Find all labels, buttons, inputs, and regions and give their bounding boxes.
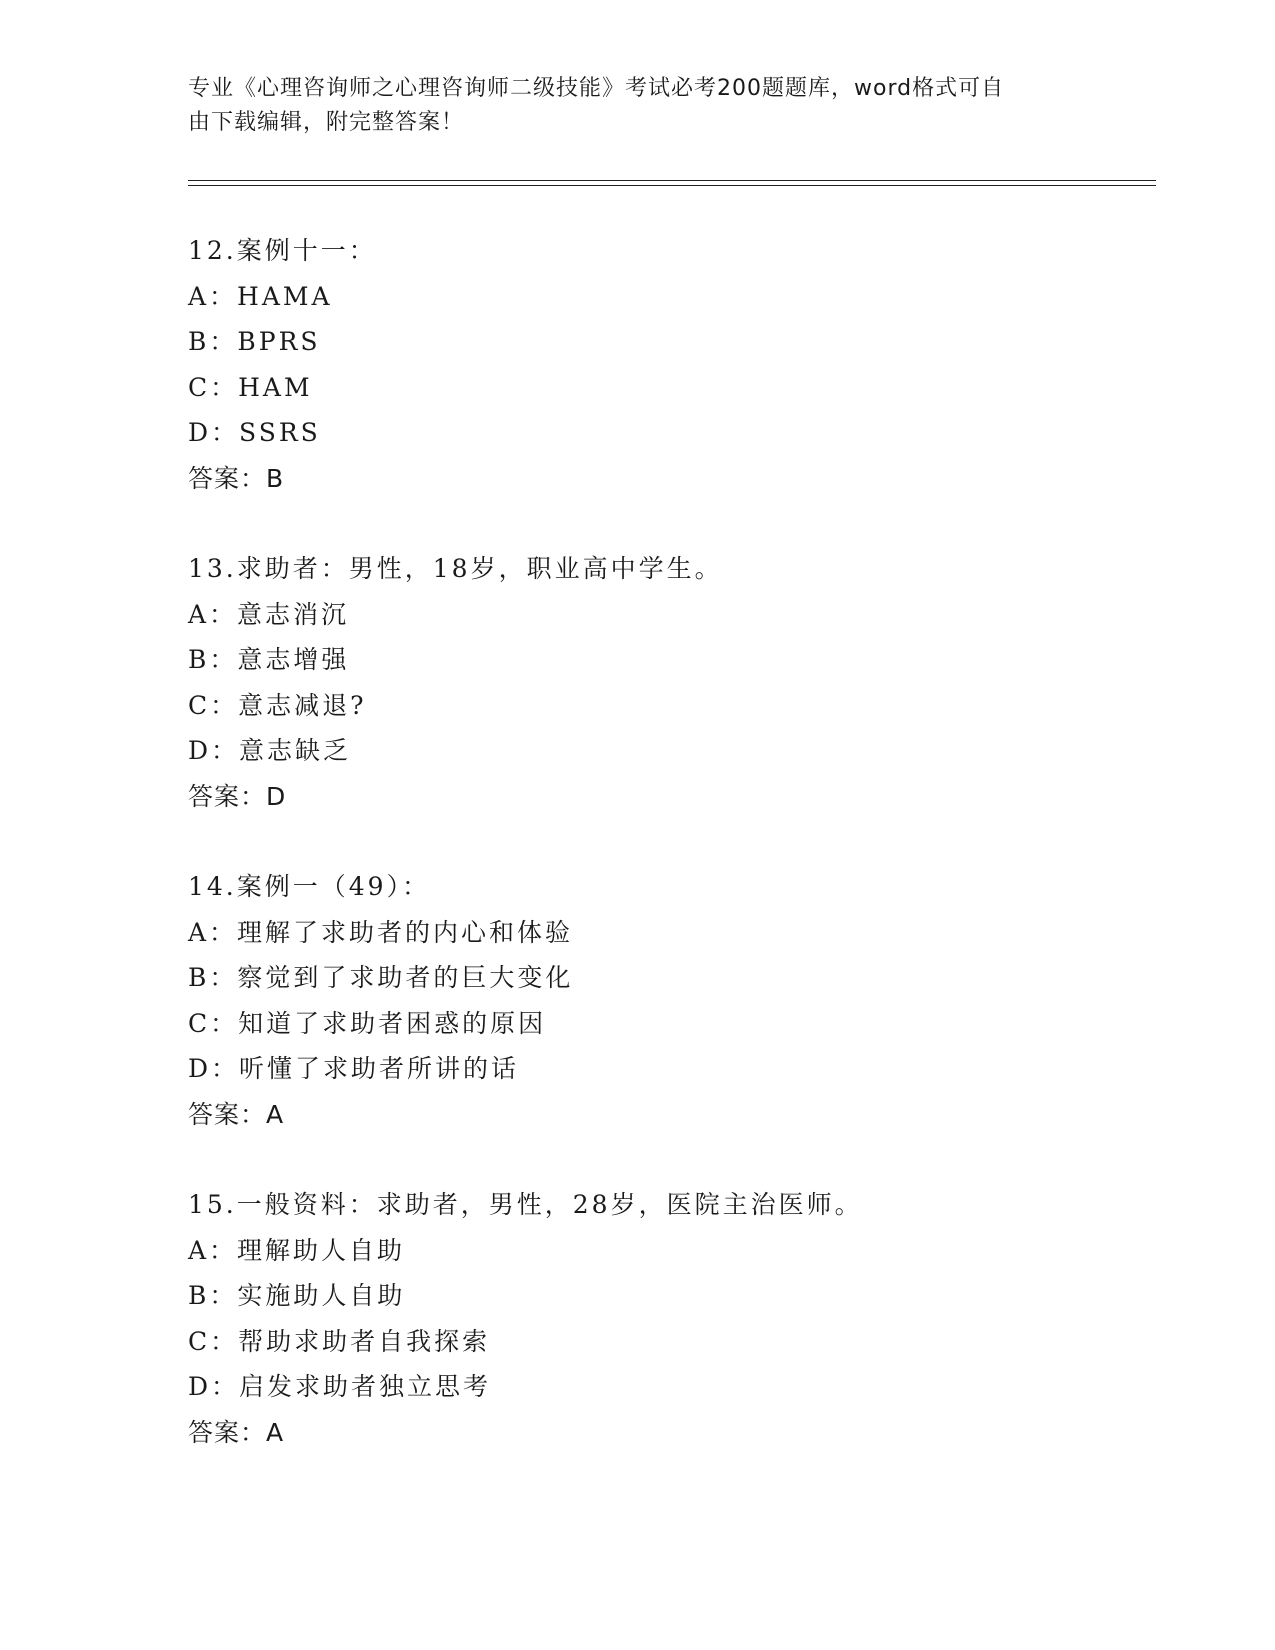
option-c: C：帮助求助者自我探索 [188, 1326, 491, 1356]
option-b: B：实施助人自助 [188, 1281, 406, 1310]
option-d: D：意志缺乏 [188, 736, 352, 765]
option-a: A：意志消沉 [188, 599, 350, 629]
question-stem: 12.案例十一： [188, 236, 377, 265]
question-13 [188, 546, 1148, 819]
answer: 答案：A [188, 1417, 285, 1447]
option-d: D：听懂了求助者所讲的话 [188, 1054, 520, 1083]
option-c: C：知道了求助者困惑的原因 [188, 1008, 547, 1038]
header-divider-bottom [188, 185, 1156, 186]
document-header [188, 72, 1088, 140]
option-c: C：HAM [188, 372, 313, 402]
option-a: A：理解了求助者的内心和体验 [188, 917, 574, 947]
option-b: B：BPRS [188, 327, 321, 356]
question-14 [188, 864, 1148, 1137]
option-d: D：SSRS [188, 418, 321, 447]
option-b: B：意志增强 [188, 645, 350, 674]
question-stem: 15.一般资料：求助者，男性，28岁，医院主治医师。 [188, 1190, 863, 1219]
header-line-1: 专业《心理咨询师之心理咨询师二级技能》考试必考200题题库，word格式可自 [188, 76, 1005, 101]
header-line-2: 由下载编辑，附完整答案！ [188, 110, 465, 135]
option-b: B：察觉到了求助者的巨大变化 [188, 963, 574, 992]
header-divider-top [188, 180, 1156, 181]
answer: 答案：B [188, 463, 285, 493]
option-c: C：意志减退? [188, 690, 367, 720]
question-12 [188, 228, 1148, 501]
answer: 答案：A [188, 1099, 285, 1129]
option-d: D：启发求助者独立思考 [188, 1372, 492, 1401]
option-a: A：HAMA [188, 281, 333, 311]
answer: 答案：D [188, 781, 287, 811]
option-a: A：理解助人自助 [188, 1235, 406, 1265]
question-stem: 13.求助者：男性，18岁，职业高中学生。 [188, 554, 723, 583]
question-stem: 14.案例一（49）： [188, 872, 431, 901]
question-15 [188, 1182, 1148, 1455]
